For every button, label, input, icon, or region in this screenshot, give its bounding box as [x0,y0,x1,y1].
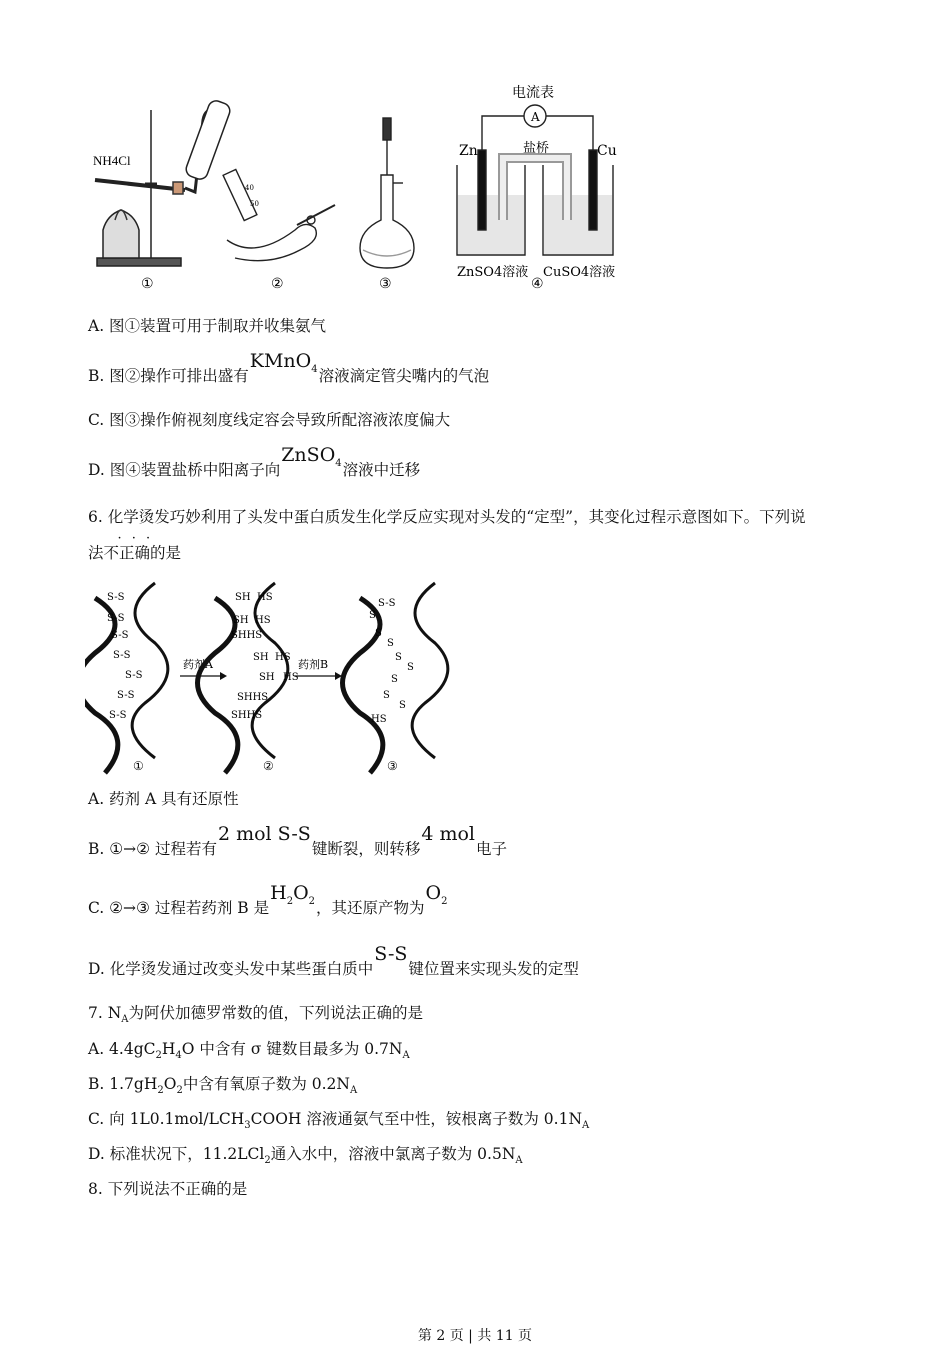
burette-mark-50: 50 [250,200,259,208]
figure-label-3: ③ [379,276,392,292]
svg-text:SHHS: SHHS [231,710,263,721]
hair-perm-figure [85,578,455,778]
formula-ss: S-S [374,943,408,965]
q6-stem-line1: 6. 化学烫发巧妙利用了头发中蛋白质发生化学反应实现对头发的“定型”，其变化过程示意图如下。下列说 [88,508,806,526]
q8-stem: 8. 下列说法不正确的是 [88,1180,248,1198]
nh4cl-label: NH4Cl [93,153,131,168]
svg-text:SHHS: SHHS [231,630,263,641]
svg-text:HS: HS [371,714,387,725]
q6-option-a: A. 药剂 A 具有还原性 [88,790,239,808]
q6-stem-line2: 法不正确 · · ·的是 [88,544,181,563]
svg-text:S: S [391,674,398,685]
svg-text:S-S: S-S [109,710,127,721]
svg-text:HS: HS [255,615,271,626]
perm-label-3: ③ [387,759,398,773]
q5-option-c: C. 图③操作俯视刻度线定容会导致所配溶液浓度偏大 [88,411,451,429]
q7-option-c: C. 向 $1L0.1mol/LCH_3COOH$ 溶液通氨气至中性，铵根离子数为 $0.1N_A$ [88,1110,590,1132]
svg-text:HS: HS [275,652,291,663]
svg-text:S-S: S-S [111,630,129,641]
burette-operation [223,169,335,260]
svg-text:S: S [369,610,376,621]
figure-label-4: ④ [531,276,544,292]
svg-text:S: S [387,638,394,649]
ammeter-title: 电流表 [512,85,554,101]
q7-option-d: D. 标准状况下，11.2LCl$_2$通入水中，溶液中氯离子数为 $0.5N_A$ [88,1145,523,1167]
svg-text:S: S [399,700,406,711]
q6-option-b: B. ①→② 过程若有2 mol S-S键断裂，则转移4 mol电子 [88,823,508,858]
reagent-a-label: 药剂A [183,658,213,671]
svg-text:SHHS: SHHS [237,692,269,703]
zn-label: Zn [459,143,478,159]
formula-2mol-ss: 2 mol S-S [217,823,311,845]
svg-text:S-S: S-S [113,650,131,661]
q6-option-c: C. ②→③ 过程若药剂 B 是$H_2O_2$，其还原产物为$O_2$ [88,882,448,917]
svg-text:S-S: S-S [378,598,396,609]
burette-mark-40: 40 [245,184,254,192]
q7-option-b: B. $1.7gH_2O_2$中含有氧原子数为 $0.2N_A$ [88,1075,358,1097]
formula-o2: $O_2$ [425,882,448,907]
perm-label-2: ② [263,759,274,773]
svg-text:S: S [375,628,382,639]
perm-label-1: ① [133,759,144,773]
figure-label-2: ② [271,276,284,292]
q7-option-a: A. $4.4gC_2H_4O$ 中含有 σ 键数目最多为 $0.7N_A$ [88,1040,410,1062]
figure-label-1: ① [141,276,154,292]
volumetric-flask [360,118,414,268]
salt-bridge-label: 盐桥 [523,141,550,156]
svg-text:SH: SH [253,652,269,663]
formula-h2o2: $H_2O_2$ [270,882,316,907]
formula-kmno4: KMnO$_4$ [249,350,318,375]
ammeter-symbol: A [531,110,540,124]
q5-option-b: B. 图②操作可排出盛有KMnO$_4$溶液滴定管尖嘴内的气泡 [88,350,490,385]
q5-option-a: A. 图①装置可用于制取并收集氨气 [88,317,327,335]
page-footer: 第 2 页 | 共 11 页 [417,1328,533,1344]
svg-text:SH: SH [235,592,251,603]
znso4-solution-label: ZnSO4溶液 [457,265,529,280]
apparatus-figure [85,80,630,295]
helix-3-groups [369,598,414,725]
svg-text:S-S: S-S [107,613,125,624]
svg-text:S-S: S-S [107,592,125,603]
formula-4mol: 4 mol [421,823,475,845]
cu-label: Cu [597,143,617,159]
q6-option-d: D. 化学烫发通过改变头发中某些蛋白质中S-S键位置来实现头发的定型 [88,943,579,978]
svg-text:SH: SH [259,672,275,683]
reagent-b-label: 药剂B [298,658,329,671]
emphasis-not-correct: 不正确 · · · [104,544,151,562]
svg-text:HS: HS [283,672,299,683]
q7-stem: 7. $N_A$为阿伏加德罗常数的值，下列说法正确的是 [88,1004,424,1026]
svg-text:S-S: S-S [117,690,135,701]
svg-text:HS: HS [257,592,273,603]
svg-text:S: S [407,662,414,673]
galvanic-cell [457,105,613,255]
q5-option-d: D. 图④装置盐桥中阳离子向ZnSO$_4$溶液中迁移 [88,444,421,479]
cuso4-solution-label: CuSO4溶液 [543,265,616,280]
svg-text:S: S [383,690,390,701]
svg-text:S-S: S-S [125,670,143,681]
svg-text:SH: SH [233,615,249,626]
svg-text:S: S [395,652,402,663]
ammonia-apparatus [95,99,232,266]
helix-2-groups [231,592,299,721]
formula-znso4: ZnSO$_4$ [281,444,342,469]
